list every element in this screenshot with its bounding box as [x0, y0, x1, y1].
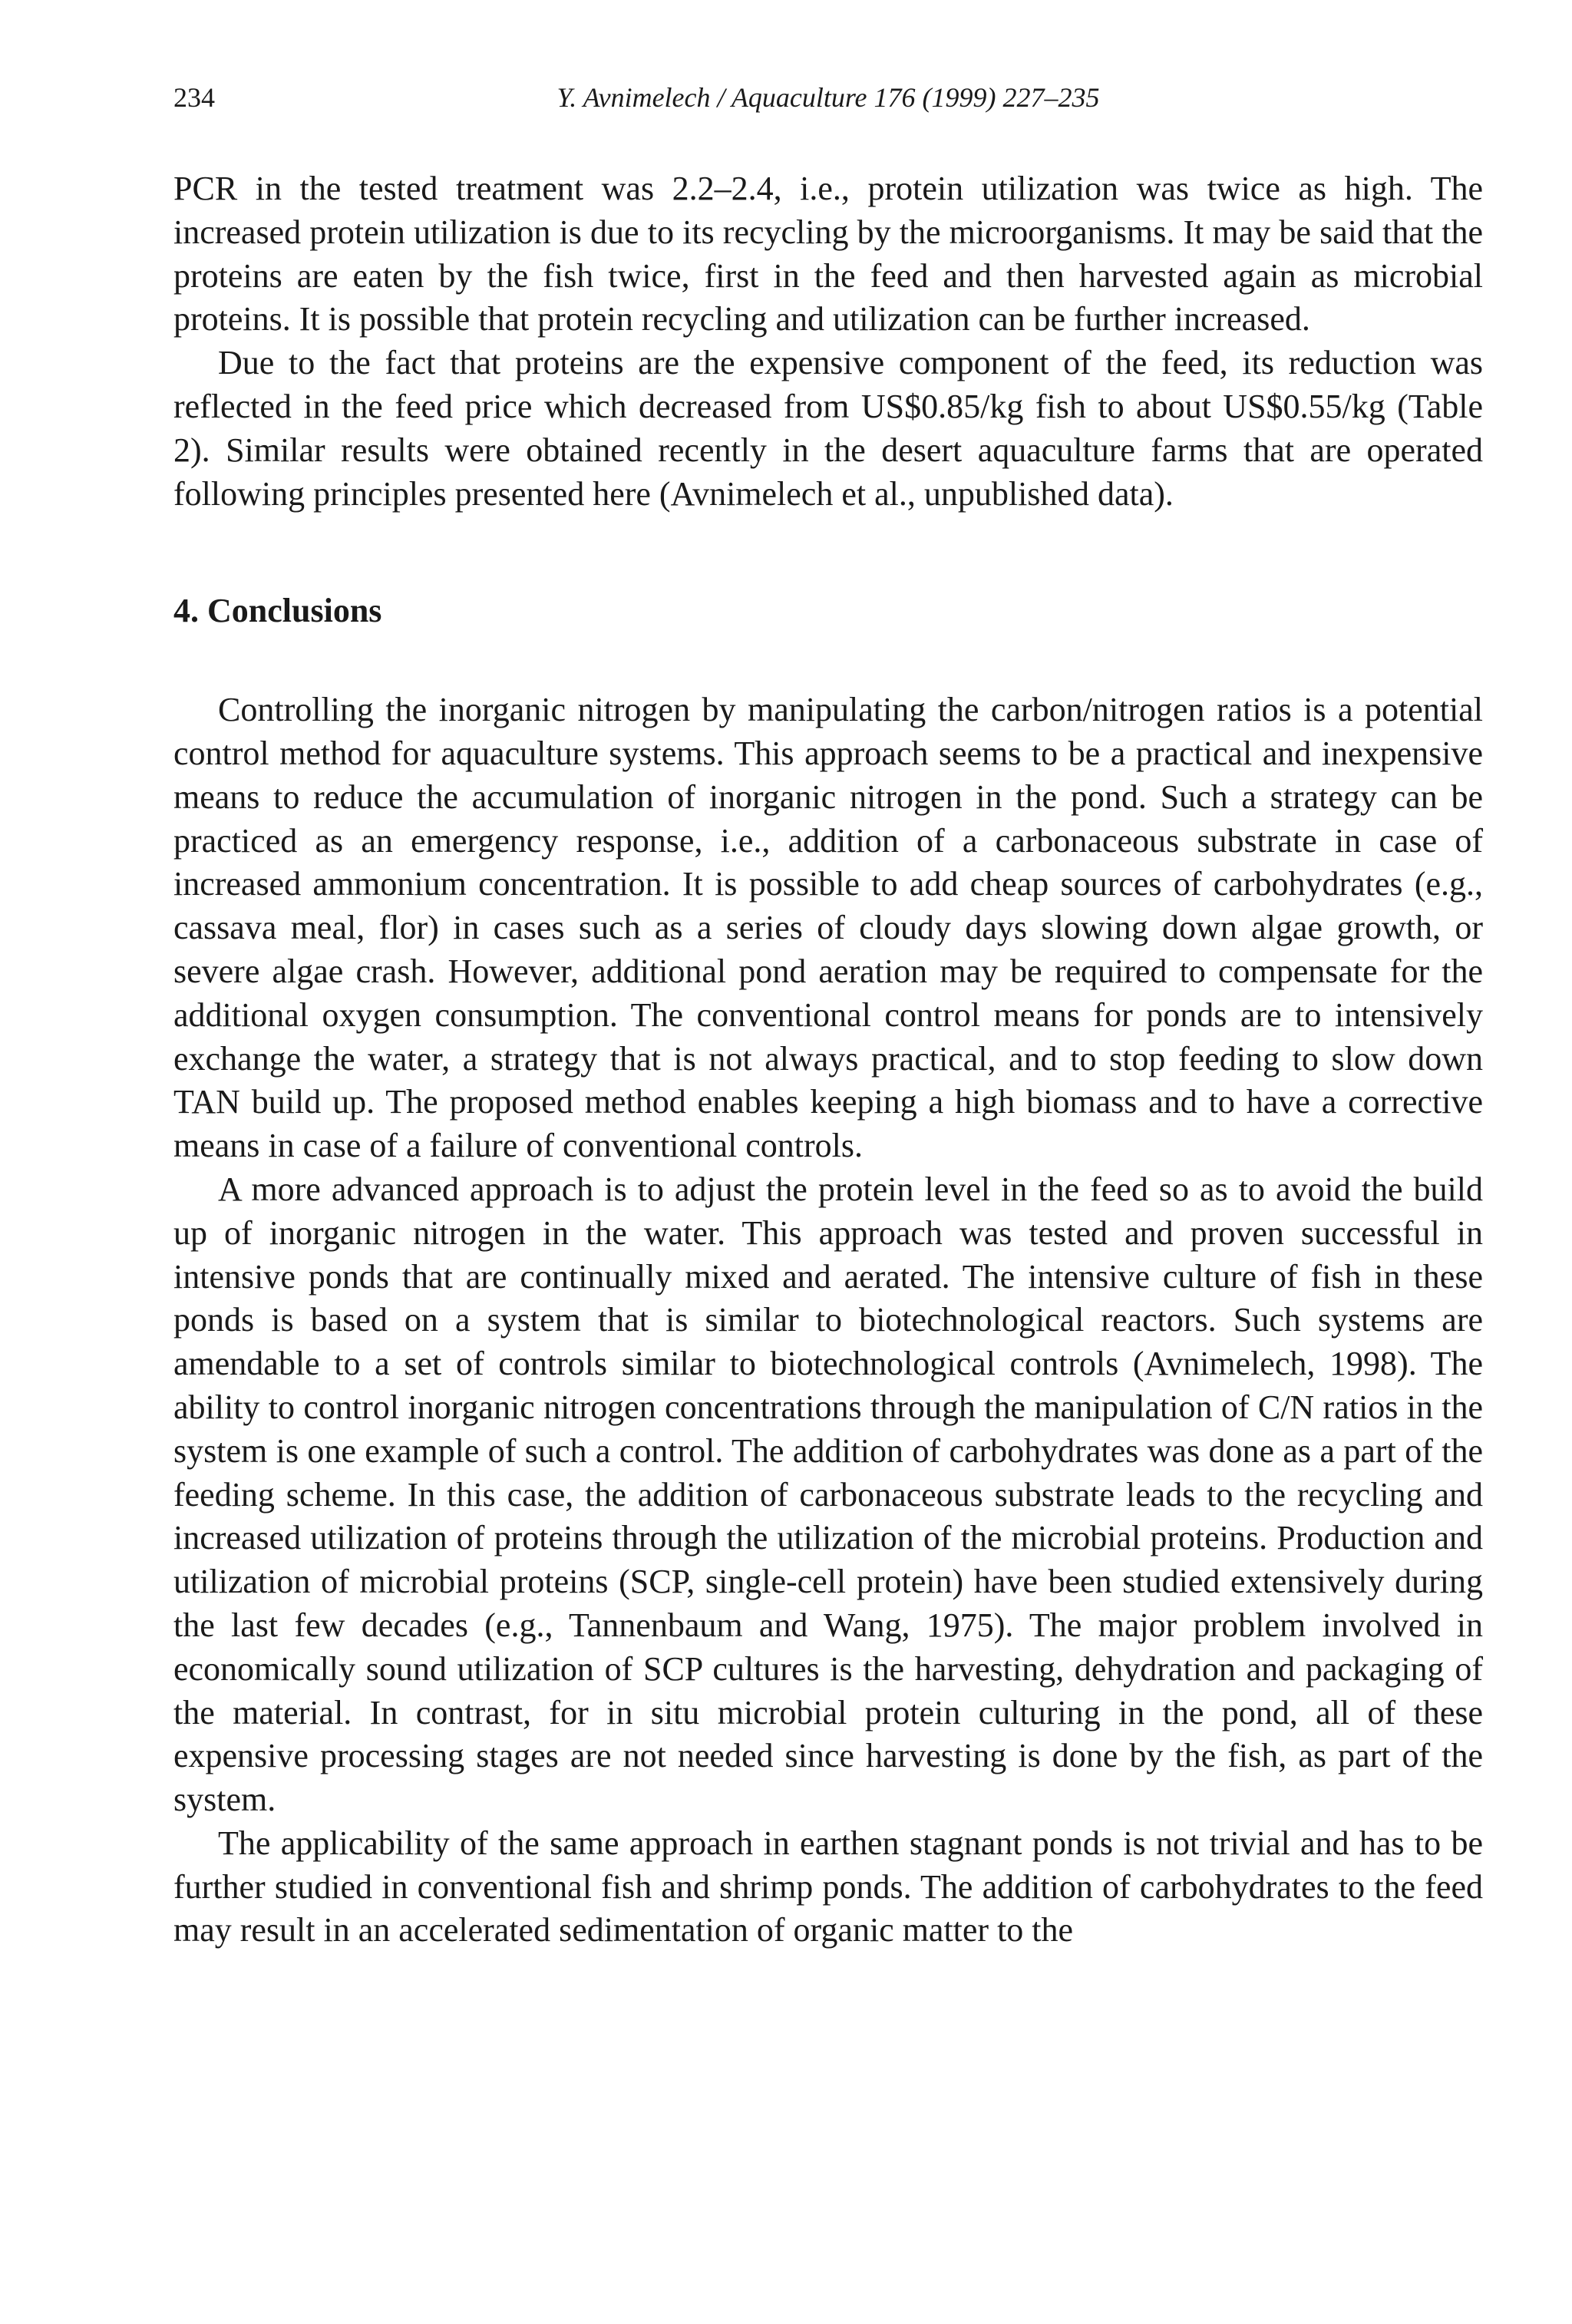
running-head: Y. Avnimelech / Aquaculture 176 (1999) 227–235 — [556, 82, 1100, 113]
page-header — [173, 81, 1483, 127]
body-paragraph: A more advanced approach is to adjust the protein level in the feed so as to avoid the build up of inorganic nitrogen in the water. This approach was tested and proven successful in intensive ponds that are continually mixed and aerated. The intensive culture of fish in these ponds is based on a system that is similar to biotechnological reactors. Such systems are amendable to a set of controls similar to biotechnological controls (Avnimelech, 1998). The ability to control inorganic nitrogen concentrations through the manipulation of C/N ratios in the system is one example of such a control. The addition of carbohydrates was done as a part of the feeding scheme. In this case, the addition of carbonaceous substrate leads to the recycling and increased utilization of proteins through the utilization of the microbial proteins. Production and utilization of microbial proteins (SCP, single-cell protein) have been studied extensively during the last few decades (e.g., Tannenbaum and Wang, 1975). The major problem involved in economically sound utilization of SCP cultures is the harvesting, dehydration and packaging of the material. In contrast, for in situ microbial protein culturing in the pond, all of these expensive processing stages are not needed since harvesting is done by the fish, as part of the system. — [173, 1170, 1483, 1819]
article-body — [173, 167, 1483, 1953]
body-paragraph: The applicability of the same approach in earthen stagnant ponds is not trivial and has to be further studied in conventional fish and shrimp ponds. The addition of carbohydrates to the feed may result in an accelerated sedimentation of organic matter to the — [173, 1824, 1483, 1949]
body-paragraph: Controlling the inorganic nitrogen by manipulating the carbon/nitrogen ratios is a potential control method for aquaculture systems. This approach seems to be a practical and inexpensive means to reduce the accumulation of inorganic nitrogen in the pond. Such a strategy can be practiced as an emergency response, i.e., addition of a carbonaceous substrate in case of increased ammonium concentration. It is possible to add cheap sources of carbohydrates (e.g., cassava meal, flor) in cases such as a series of cloudy days slowing down algae growth, or severe algae crash. However, additional pond aeration may be required to compensate for the additional oxygen consumption. The conventional control means for ponds are to intensively exchange the water, a strategy that is not always practical, and to stop feeding to slow down TAN build up. The proposed method enables keeping a high biomass and to have a corrective means in case of a failure of conventional controls. — [173, 691, 1483, 1165]
page-number: 234 — [173, 82, 215, 113]
body-paragraph: PCR in the tested treatment was 2.2–2.4, i.e., protein utilization was twice as high. The increased protein utilization is due to its recycling by the microorganisms. It may be said that the proteins are eaten by the fish twice, first in the feed and then harvested again as microbial proteins. It is possible that protein recycling and utilization can be further increased. — [173, 170, 1483, 338]
section-heading: 4. Conclusions — [173, 592, 382, 630]
section-body — [173, 688, 1483, 1953]
body-paragraph: Due to the fact that proteins are the expensive component of the feed, its reduction was reflected in the feed price which decreased from US$0.85/kg fish to about US$0.55/kg (Table 2). Similar results were obtained recently in the desert aquaculture farms that are operated following principles presented here (Avnimelech et al., unpublished data). — [173, 344, 1483, 513]
